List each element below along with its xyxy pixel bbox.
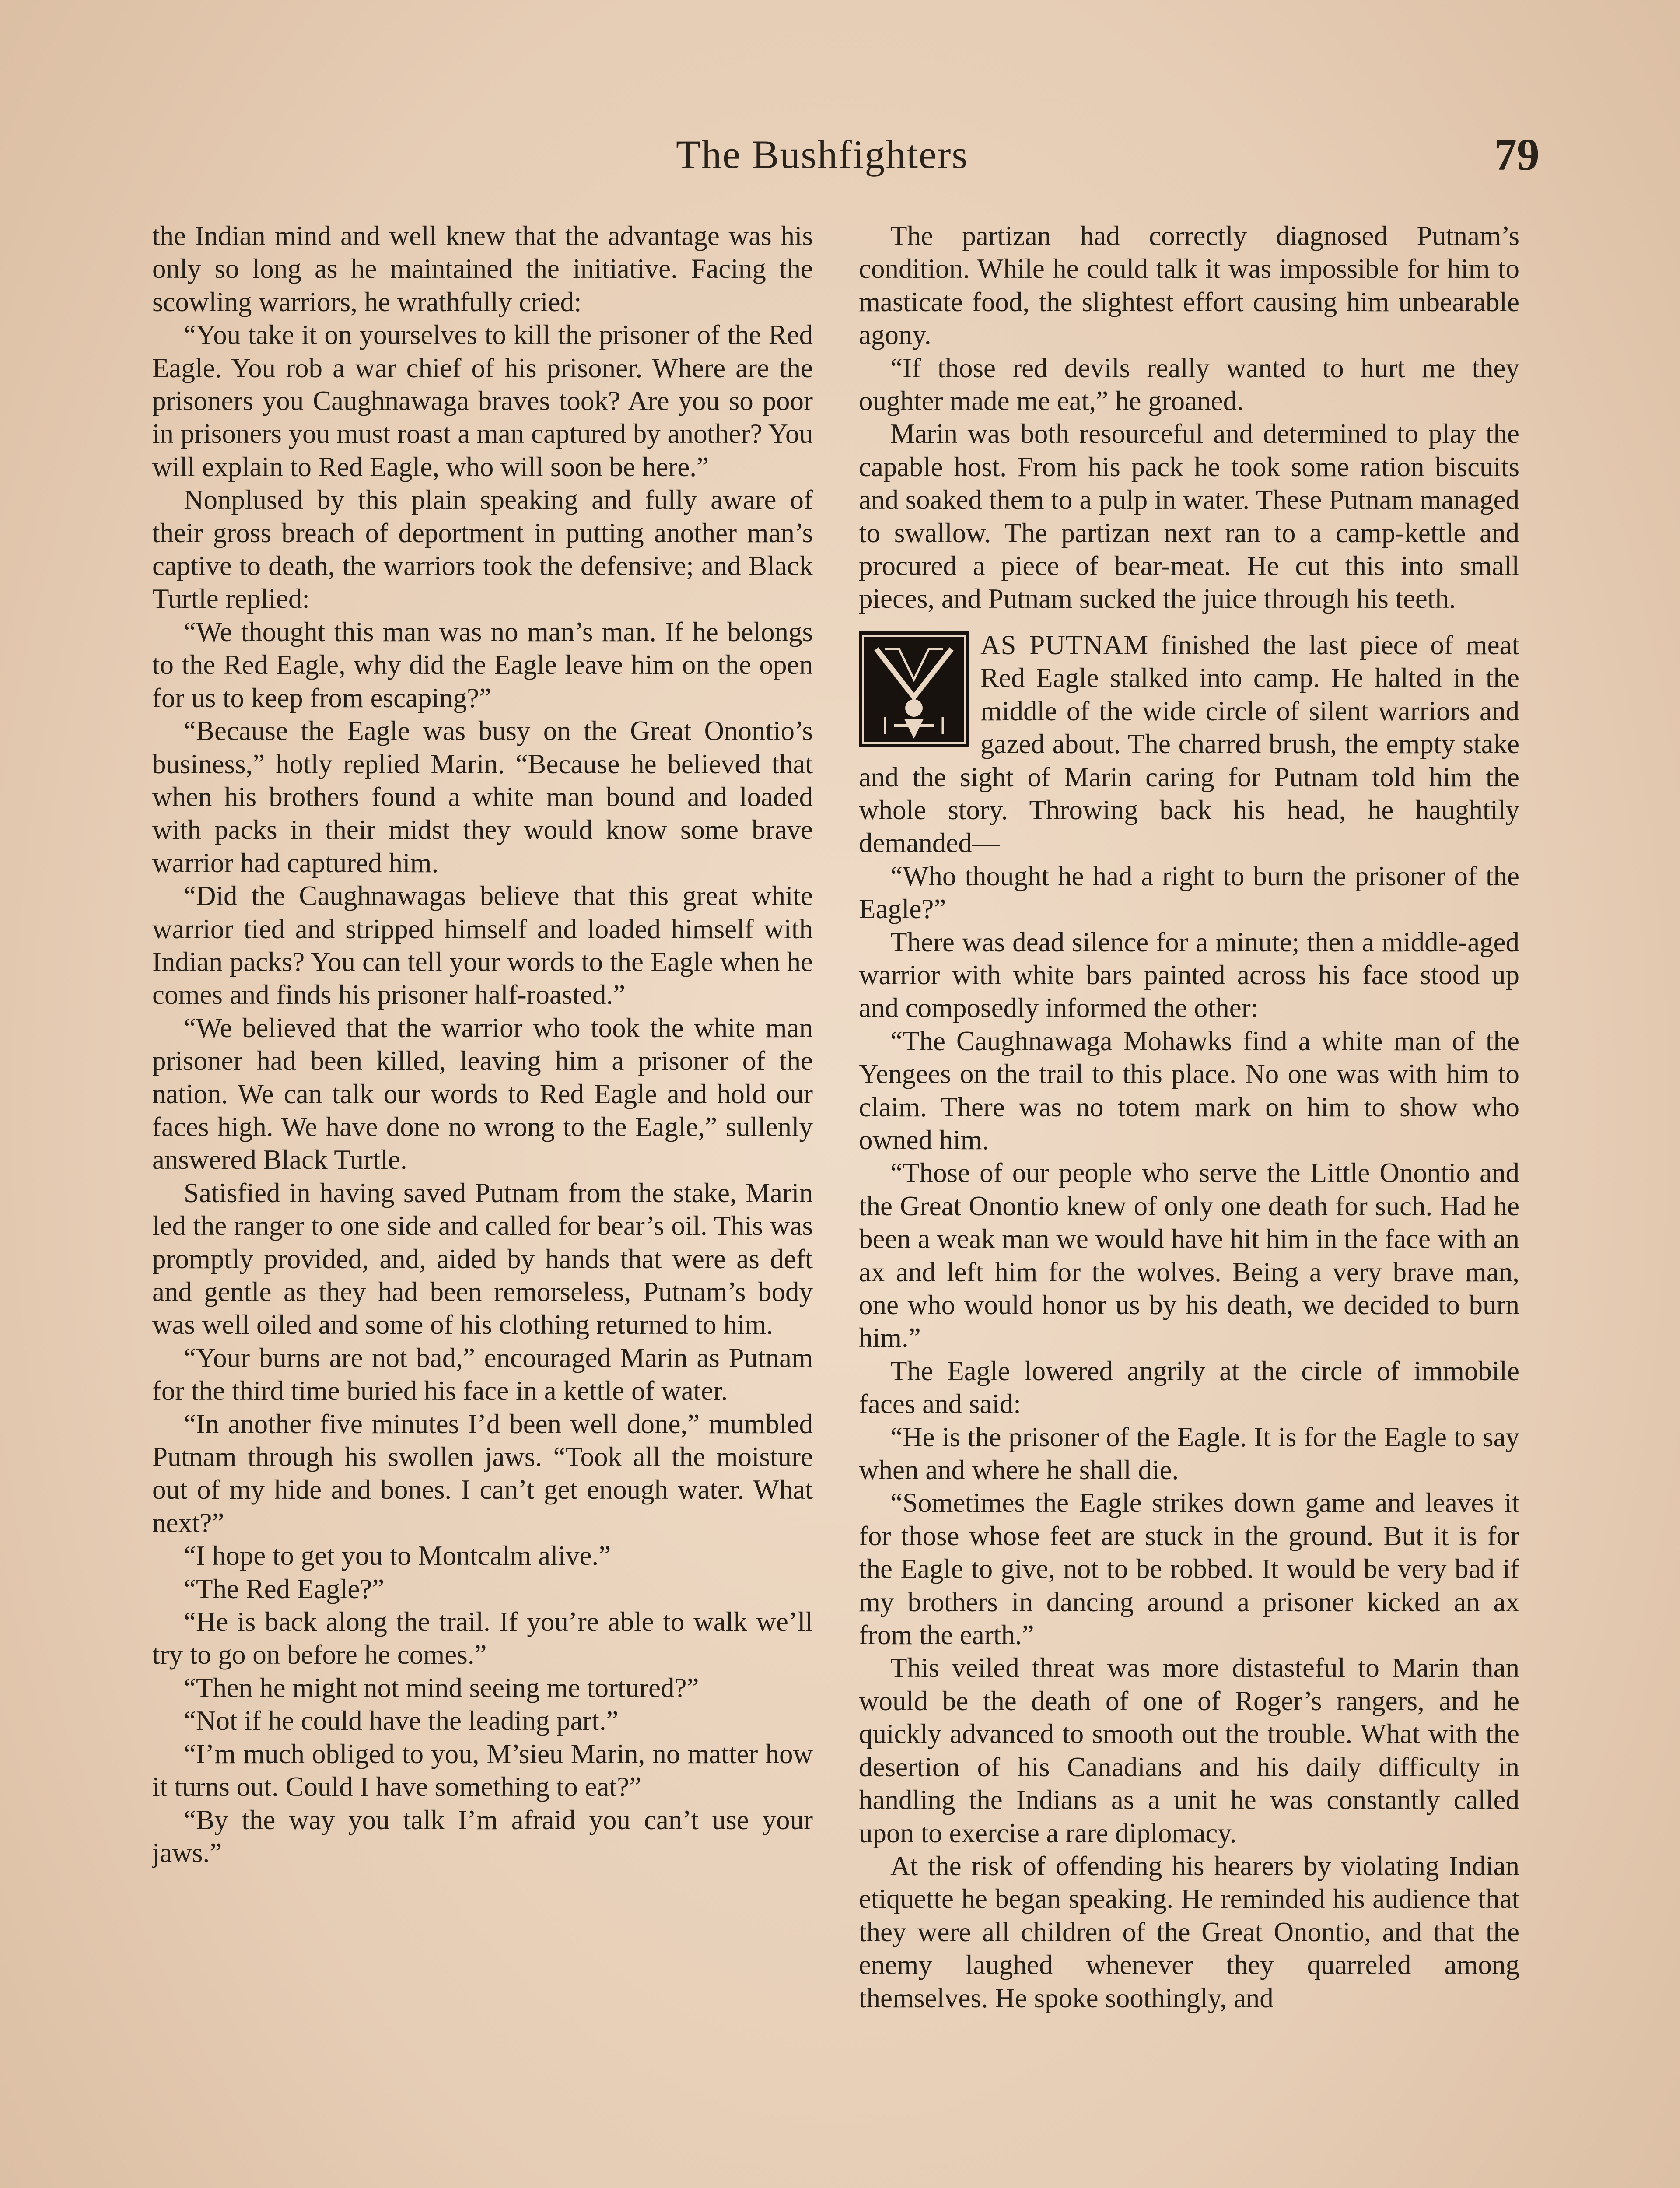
- paragraph: “Then he might not mind seeing me tortured?”: [184, 1672, 699, 1703]
- paragraph: “We thought this man was no man’s man. If he belongs to the Red Eagle, why did the Eagle leave him on the open for us to keep from escaping?”: [152, 616, 813, 713]
- paragraph: “By the way you talk I’m afraid you can’t use your jaws.”: [152, 1804, 813, 1868]
- paragraph: “In another five minutes I’d been well done,” mumbled Putnam through his swollen jaws. “Took all the moisture out of my hide and bones. I can’t get enough water. What next?”: [152, 1408, 813, 1538]
- right-column: [859, 220, 1519, 2188]
- paragraph: “He is the prisoner of the Eagle. It is for the Eagle to say when and where he shall die.: [859, 1421, 1519, 1486]
- left-column: [152, 220, 813, 2188]
- paragraph: “The Red Eagle?”: [184, 1573, 385, 1604]
- paragraph: “Sometimes the Eagle strikes down game and leaves it for those whose feet are stuck in the ground. But it is for the Eagle to give, not to be robbed. It would be very bad if my brothers in dancing around a prisoner kicked an ax from the earth.”: [859, 1487, 1519, 1651]
- paragraph: Marin was both resourceful and determined to play the capable host. From his pack he took some ration biscuits and soaked them to a pulp in water. These Putnam managed to swallow. The partizan next ran to a camp-kettle and procured a piece of bear-meat. He cut this into small pieces, and Putnam sucked the juice through his teeth.: [859, 418, 1519, 614]
- paragraph: “The Caughnawaga Mohawks find a white man of the Yengees on the trail to this place. No one was with him to claim. There was no totem mark on him to show who owned him.: [859, 1025, 1519, 1155]
- page-number: 79: [1494, 130, 1540, 180]
- paragraph: There was dead silence for a minute; then a middle-aged warrior with white bars painted across his face stood up and composedly informed the other:: [859, 926, 1519, 1024]
- paragraph: “I’m much obliged to you, M’sieu Marin, no matter how it turns out. Could I have something to eat?”: [152, 1738, 813, 1802]
- paragraph: “We believed that the warrior who took the white man prisoner had been killed, leaving him a prisoner of the nation. We can talk our words to Red Eagle and hold our faces high. We have done no wrong to the Eagle,” sullenly answered Black Turtle.: [152, 1012, 813, 1175]
- section-opening-paragraph: [859, 629, 1519, 860]
- paragraph: “I hope to get you to Montcalm alive.”: [184, 1540, 611, 1571]
- paragraph: “He is back along the trail. If you’re able to walk we’ll try to go on before he comes.”: [152, 1606, 813, 1670]
- running-head: [0, 131, 1680, 193]
- paragraph: the Indian mind and well knew that the advantage was his only so long as he maintained the initiative. Facing the scowling warriors, he wrathfully cried:: [152, 221, 813, 317]
- paragraph: This veiled threat was more distasteful to Marin than would be the death of one of Roger’s rangers, and he quickly advanced to smooth out the trouble. What with the desertion of his Canadians and his daily difficulty in handling the Indians as a unit he was constantly called upon to exercise a rare diplomacy.: [859, 1652, 1519, 1848]
- paragraph: The Eagle lowered angrily at the circle of immobile faces and said:: [859, 1355, 1519, 1420]
- paragraph: “Not if he could have the leading part.”: [184, 1705, 619, 1736]
- paragraph: “Because the Eagle was busy on the Great Onontio’s business,” hotly replied Marin. “Because he believed that when his brothers found a white man bound and loaded with packs in their midst they would know some brave warrior had captured him.: [152, 715, 813, 878]
- ornament-initial-icon: [859, 631, 969, 747]
- paragraph: At the risk of offending his hearers by violating Indian etiquette he began speaking. He reminded his audience that they were all children of the Great Onontio, and that the enemy laughed whenever they quarreled among themselves. He spoke soothingly, and: [859, 1850, 1519, 2013]
- paragraph: “If those red devils really wanted to hurt me they oughter made me eat,” he groaned.: [859, 352, 1519, 417]
- paragraph: Nonplused by this plain speaking and fully aware of their gross breach of deportment in putting another man’s captive to death, the warriors took the defensive; and Black Turtle replied:: [152, 484, 813, 614]
- page-title: The Bushfighters: [676, 132, 969, 177]
- paragraph-body: finished the last piece of meat Red Eagle stalked into camp. He halted in the middle of the wide circle of silent warriors and gazed about. The charred brush, the empty stake and the sight of Marin caring for Putnam told him the whole story. Throwing back his head, he haughtily demanded—: [859, 629, 1519, 859]
- paragraph: Satisfied in having saved Putnam from the stake, Marin led the ranger to one side and called for bear’s oil. This was promptly provided, and, aided by hands that were as deft and gentle as they had been remorseless, Putnam’s body was well oiled and some of his clothing returned to him.: [152, 1177, 813, 1340]
- lead-caps: AS PUTNAM: [980, 629, 1149, 660]
- paragraph: “Your burns are not bad,” encouraged Marin as Putnam for the third time buried his face in a kettle of water.: [152, 1342, 813, 1406]
- paragraph: The partizan had correctly diagnosed Putnam’s condition. While he could talk it was impossible for him to masticate food, the slightest effort causing him unbearable agony.: [859, 221, 1519, 351]
- paragraph: “Did the Caughnawagas believe that this great white warrior tied and stripped himself and loaded himself with Indian packs? You can tell your words to the Eagle when he comes and finds his prisoner half-roasted.”: [152, 880, 813, 1010]
- paragraph: “Those of our people who serve the Little Onontio and the Great Onontio knew of only one death for such. Had he been a weak man we would have hit him in the face with an ax and left him for the wolves. Being a very brave man, one who would honor us by his death, we decided to burn him.”: [859, 1157, 1519, 1353]
- paragraph: “You take it on yourselves to kill the prisoner of the Red Eagle. You rob a war chief of his prisoner. Where are the prisoners you Caughnawaga braves took? Are you so poor in prisoners you must roast a man captured by another? You will explain to Red Eagle, who will soon be here.”: [152, 319, 813, 482]
- paragraph: “Who thought he had a right to burn the prisoner of the Eagle?”: [859, 860, 1519, 925]
